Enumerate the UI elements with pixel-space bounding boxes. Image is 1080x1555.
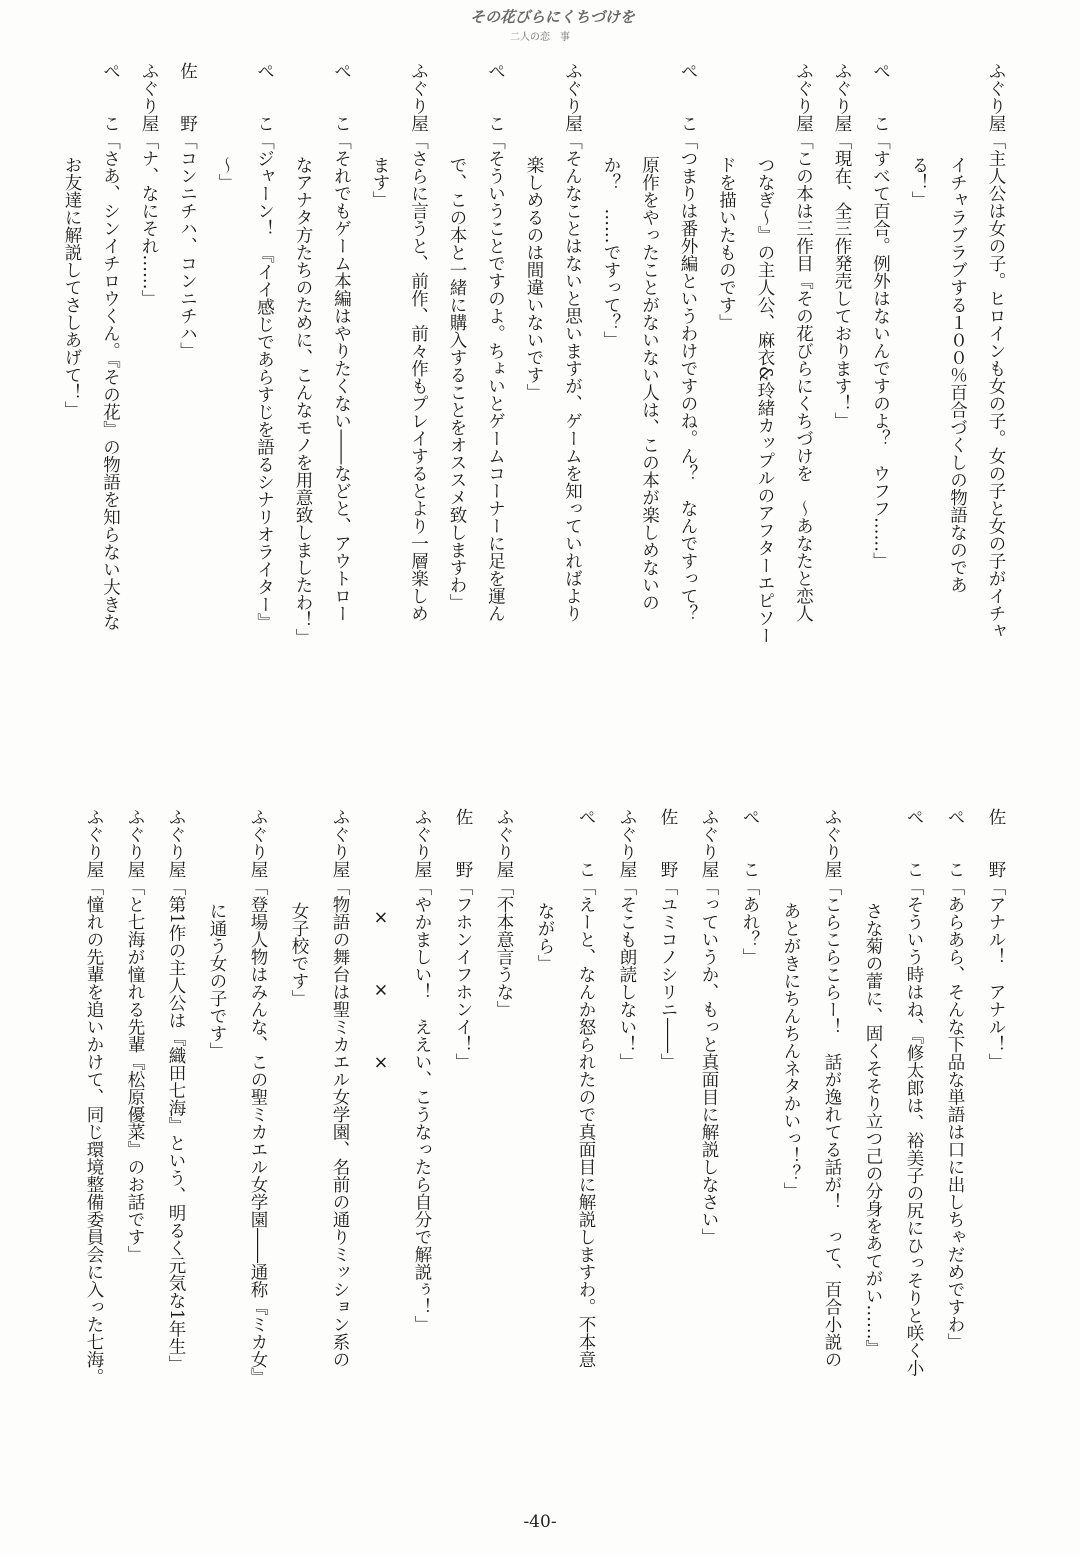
text-column: ふぐり屋「憧れの先輩を追いかけて、同じ環境整備委員会に入った七海。 [84,808,104,1386]
text-column: 楽しめるのは間違いないです」 [524,156,544,401]
text-column: ぺ こ「あらあら、そんな下品な単語は口に出しちゃだめですわ」 [945,808,965,1351]
text-column: イチャラブラブする１００％百合づくしの物語なのであ [947,156,968,594]
text-column: ふぐり屋「第1作の主人公は『織田七海』という、明るく元気な1年生」 [166,808,186,1373]
text-column: 佐 野「ユミコノシリニ――」 [658,808,678,1071]
text-column: ふぐり屋「不本意言うな」 [494,808,514,1018]
text-column: さな菊の蕾に、固くそそり立つ己の分身をあてがい……』 [863,902,883,1357]
text-column: ぺ こ「そういうことですのよ。ちょいとゲームコーナーに足を運ん [485,62,506,622]
text-column: ぺ こ「すべて百合。例外はないんですのよ？ ウフフ……」 [870,62,891,570]
text-column: ふぐり屋「この本は三作目『その花びらにくちづけを ～あなたと恋人 [793,62,814,622]
text-column: ぺ こ「さあ、シンイチロウくん。『その花』の物語を知らない大きな [100,62,121,631]
text-column: あとがきにちんちんネタかいっ！？」 [781,902,801,1200]
text-column: ふぐり屋「さらに言うと、前作、前々作もプレイするとより一層楽しめ [408,62,429,622]
book-subtitle: 二人の恋 事 [510,32,570,43]
scene-break-marks: × × × [371,908,391,1073]
text-column: ～」 [216,156,236,191]
text-column: ながら」 [535,902,555,972]
text-column: ふぐり屋「っていうか、もっと真面目に解説しなさい」 [699,808,719,1246]
text-column: 女子校です」 [289,902,309,1007]
text-column: ぺ こ「そういう時はね、『修太郎は、裕美子の尻にひっそりと咲く小 [904,808,924,1377]
text-column: ます」 [370,156,390,209]
text-column: ぺ こ「それでもゲーム本編はやりたくない――などと、アウトロー [331,62,352,622]
text-column: お友達に解説してさしあげて！」 [62,156,82,419]
page-number: -40- [523,1512,557,1532]
running-header [470,6,635,43]
upper-text-block [62,62,1008,752]
text-column: ふぐり屋「やかましい！ ええい、こうなったら自分で解説ぅ！」 [412,808,432,1333]
text-column: ふぐり屋「物語の舞台は聖ミカエル女学園、名前の通りミッション系の [330,808,350,1368]
text-column: ふぐり屋「と七海が憧れる先輩『松原優菜』のお話です」 [125,808,145,1263]
lower-text-block [62,808,1008,1498]
text-column: 佐 野「コンニチハ、コンニチハ」 [177,62,198,360]
text-column: 佐 野「フホンイフホンイ！」 [453,808,473,1071]
text-column: 佐 野「アナル！ アナル！」 [986,808,1006,1071]
text-column: ふぐり屋「こらこらこらー！ 話が逸れてる話が！ って、百合小説の [822,808,842,1368]
text-column: ぺ こ「えーと、なんか怒られたので真面目に解説しますわ。不本意 [576,808,596,1368]
text-column: ふぐり屋「主人公は女の子。ヒロインも女の子。女の子と女の子がイチャ [986,62,1006,640]
text-column: ふぐり屋「ナ、なにそれ……」 [139,62,159,307]
text-column: に通う女の子です」 [207,902,227,1060]
text-column: ドを描いたものです」 [716,156,737,331]
text-column: ふぐり屋「そんなことはないと思いますが、ゲームを知っていればより [562,62,583,622]
text-column: る！」 [909,156,929,209]
text-column: か？ ……ですって？」 [601,156,621,349]
book-title: その花びらにくちづけを [470,8,635,26]
text-column: ふぐり屋「登場人物はみんな、この聖ミカエル女学園――通称『ミカ女』 [248,808,268,1386]
text-column: ふぐり屋「現在、全三作発売しております！」 [832,62,852,430]
text-column: なアナタ方たちのために、こんなモノを用意致しましたわ！」 [293,156,313,646]
text-column: ぺ こ「つまりは番外編というわけですのね。ん？ なんですって？ [678,62,698,622]
text-column: ぺ こ「あれ？」 [740,808,760,966]
text-column: つなぎ～』の主人公、麻衣&玲緒カップルのアフターエピソー [755,156,775,645]
text-column: ふぐり屋「そこも朗読しない！」 [617,808,637,1071]
text-column: 原作をやったことがないない人は、この本が楽しめないの [639,156,660,611]
text-column: ぺ こ「ジャーン！ 『イイ感じであらすじを語るシナリオライター』 [254,62,275,631]
text-column: で、この本と一緒に購入することをオススメ致しますわ」 [447,156,467,611]
